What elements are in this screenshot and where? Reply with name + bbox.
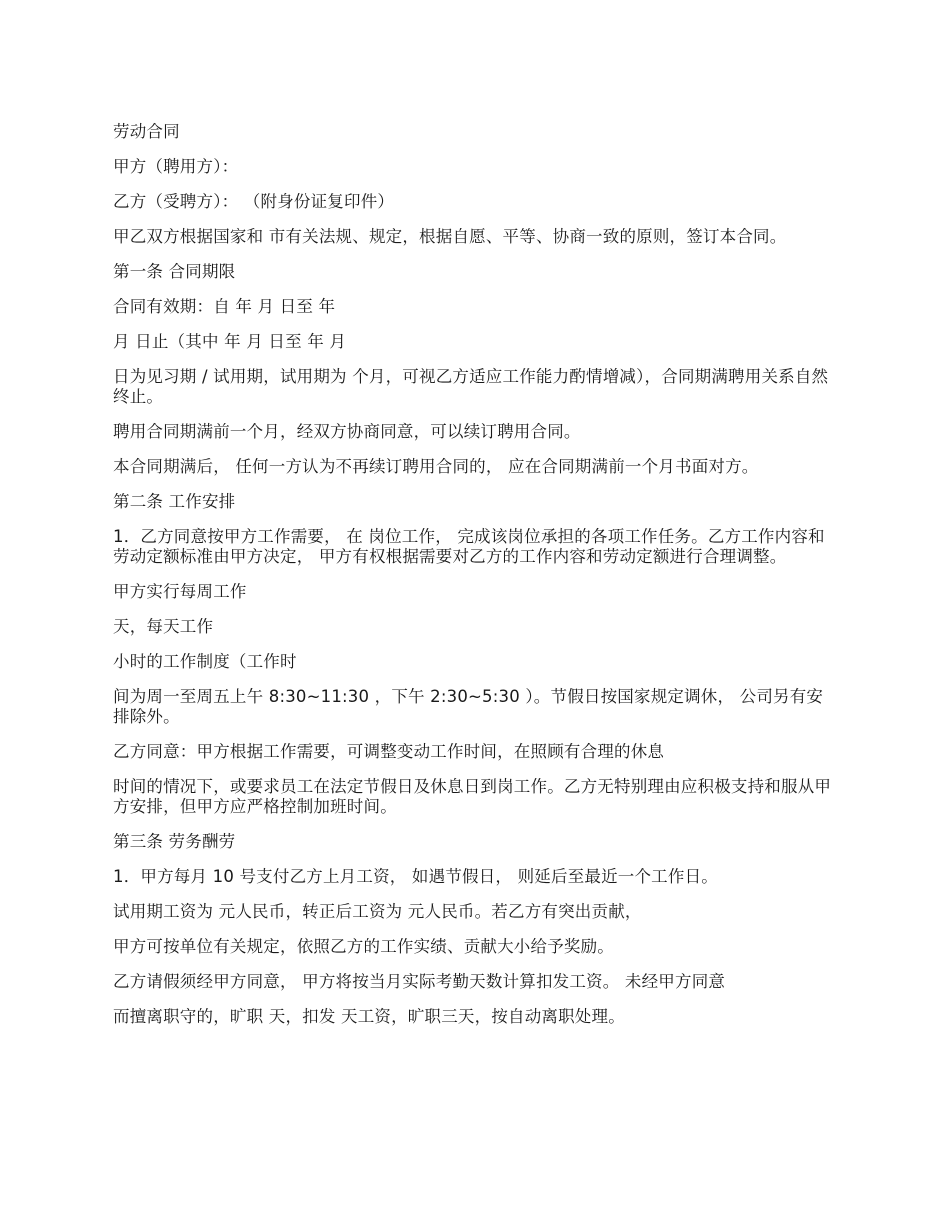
reward-line: 甲方可按单位有关规定，依照乙方的工作实绩、贡献大小给予奖励。	[113, 937, 614, 956]
work-hours-line: 天，每天工作	[113, 617, 214, 636]
renewal-paragraph: 聘用合同期满前一个月，经双方协商同意，可以续订聘用合同。	[113, 422, 581, 441]
contract-term-line-1: 合同有效期：自 年 月 日至 年	[113, 297, 336, 316]
contract-document	[113, 122, 833, 1042]
contract-term-line-2: 月 日止（其中 年 月 日至 年 月	[113, 332, 347, 351]
schedule-adjust-line: 乙方同意：甲方根据工作需要，可调整变动工作时间，在照顾有合理的休息	[113, 742, 665, 761]
article-1-heading: 第一条 合同期限	[113, 262, 236, 281]
non-renewal-paragraph: 本合同期满后， 任何一方认为不再续订聘用合同的， 应在合同期满前一个月书面对方。	[113, 457, 759, 476]
work-days-line: 甲方实行每周工作	[113, 582, 247, 601]
party-a-line: 甲方（聘用方）：	[113, 157, 239, 176]
salary-line: 试用期工资为 元人民币，转正后工资为 元人民币。若乙方有突出贡献，	[113, 902, 642, 921]
party-b-line: 乙方（受聘方）： （附身份证复印件）	[113, 192, 395, 211]
article-3-heading: 第三条 劳务酬劳	[113, 832, 236, 851]
probation-paragraph: 日为见习期 / 试用期，试用期为 个月，可视乙方适应工作能力酌情增减），合同期满聘用关系自然终止。	[113, 367, 829, 406]
work-assignment-paragraph: 1．乙方同意按甲方工作需要， 在 岗位工作， 完成该岗位承担的各项工作任务。乙方工作内容和劳动定额标准由甲方决定， 甲方有权根据需要对乙方的工作内容和劳动定额进行合理调整。	[113, 527, 825, 566]
absence-line: 而擅离职守的，旷职 天，扣发 天工资，旷职三天，按自动离职处理。	[113, 1007, 625, 1026]
overtime-paragraph: 时间的情况下，或要求员工在法定节假日及休息日到岗工作。乙方无特别理由应积极支持和服从甲方安排，但甲方应严格控制加班时间。	[113, 777, 832, 816]
document-title: 劳动合同	[113, 122, 180, 141]
preamble-paragraph: 甲乙双方根据国家和 市有关法规、规定，根据自愿、平等、协商一致的原则，签订本合同。	[113, 227, 787, 246]
leave-line: 乙方请假须经甲方同意， 甲方将按当月实际考勤天数计算扣发工资。 未经甲方同意	[113, 972, 726, 991]
article-2-heading: 第二条 工作安排	[113, 492, 236, 511]
work-schedule-paragraph: 间为周一至周五上午 8:30~11:30 ，下午 2:30~5:30 ）。节假日按国家规定调休， 公司另有安排除外。	[113, 687, 824, 726]
payday-paragraph: 1．甲方每月 10 号支付乙方上月工资， 如遇节假日， 则延后至最近一个工作日。	[113, 867, 718, 886]
work-system-line: 小时的工作制度（工作时	[113, 652, 297, 671]
